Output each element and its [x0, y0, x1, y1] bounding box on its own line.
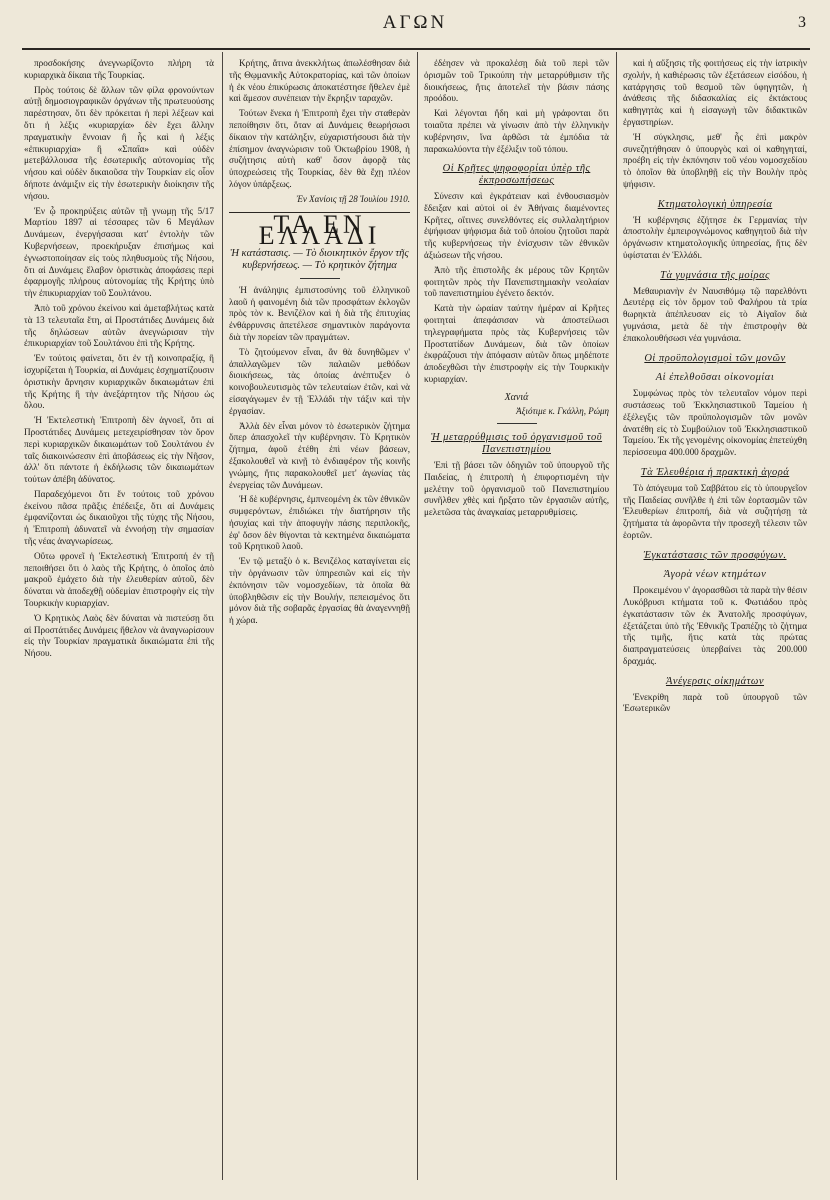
article-paragraph: καὶ ἡ αὔξησις τῆς φοιτήσεως εἰς τὴν ἰατρικὴν σχολήν, ἡ καθιέρωσις τῶν ἐξετάσεων εἰσόδου, ἡ κατάργησις τοῦ θεσμοῦ τῶν ὑφηγητῶν, ἡ ἀνάθεσις τῆς διδασκαλίας εἰς ἐκτάκτους καθηγητὰς καὶ ἡ εἰσαγωγὴ τῶν διδακτικῶν ἐργαστηρίων.: [623, 58, 807, 127]
section-subtitle: Ἡ κατάστασις. — Τὸ διοικητικὸν ἔργον τῆς κυβερνήσεως. — Τὸ κρητικὸν ζήτημα: [230, 248, 409, 271]
article-paragraph: Μεθαυριανὴν ἐν Ναυσιθόμῳ τῷ παρελθόντι Δευτέρᾳ εἰς τὸν ὅρμον τοῦ Φαλήρου τὰ τρία θωρηκτὰ ἀπέπλευσαν εἰς τὸ Αἰγαῖον διὰ γυμνάσια, μετὰ δὲ τὴν ἐπιστροφὴν θὰ ἐπακολουθήσωσι νέα γυμνάσια.: [623, 285, 807, 343]
article-paragraph: Ἐνεκρίθη παρὰ τοῦ ὑπουργοῦ τῶν Ἐσωτερικῶν: [623, 691, 807, 714]
header-rule: [22, 48, 810, 50]
article-heading: Ἀνέγερσις οἰκημάτων: [665, 675, 765, 687]
article-dateline: Χανιά: [504, 391, 529, 403]
article-paragraph: Οὕτω φρονεῖ ἡ Ἐκτελεστικὴ Ἐπιτροπή ἐν τῇ πεποιθήσει ὅτι ὁ λαὸς τῆς Κρήτης, ὁ ὁποῖος ἀπὸ μακροῦ ἐμάχετο διὰ τὴν ἐλευθερίαν αὐτοῦ, δὲν δύναται νὰ ἀποδεχθῇ οὐδεμίαν ἐπιστροφὴν εἰς τὴν Τουρκικὴν κυριαρχίαν.: [24, 550, 214, 609]
short-rule: [300, 278, 340, 279]
article-subheading: Ἀγορὰ νέων κτημάτων: [663, 569, 767, 581]
article-paragraph: Πρὸς τούτοις δὲ ἄλλων τῶν φίλα φρονούντων αὐτῇ δημοσιογραφικῶν ὀργάνων τῆς πρωτευούσης παρέστησαν, ὅτι δὲν πρόκειται ἡ περὶ λέξεων καὶ ὅτι ἡ λέξις «κυριαρχία» δὲν ἔχει ἄλλην πραγματικὴν ἔννοιαν ἢ ἧς καὶ ἡ λέξις «ἐπικυριαρχία» ἢ «Σπαΐα» καὶ οὐδὲν μετεβάλλουσα τῆς ἐσωτερικῆς αὐτονομίας τῆς νήσου καὶ οὐδὲν δικαιοῦσα τὴν Τουρκίαν εἰς οἷον δήποτε ἀνάμιξιν εἰς τὴν ἐσωτερικὴν διοίκησιν τῆς νήσου.: [24, 84, 214, 201]
article-paragraph: Ἡ κυβέρνησις ἐζήτησε ἐκ Γερμανίας τὴν ἀποστολὴν ἐμπειρογνώμονος καθηγητοῦ διὰ τὴν ὀργάνωσιν κτηματολογικῆς ὑπηρεσίας, ἥτις δὲν ὑφίσταται ἐν Ἑλλάδι.: [623, 214, 807, 260]
article-paragraph: Συμφώνως πρὸς τὸν τελευταῖον νόμον περὶ συστάσεως τοῦ Ἐκκλησιαστικοῦ Ταμείου ἡ ἐξέλεγξις τῶν προϋπολογισμῶν τῶν μονῶν ἀνατέθη εἰς τὸ Συμβούλιον τοῦ Ἐκκλησιαστικοῦ Ταμείου. Ἐκ τῆς γενομένης οἰκονομίας ἐπετεύχθη περίσσευμα 400.000 δραχμῶν.: [623, 388, 807, 458]
short-rule: [497, 423, 537, 424]
column-2: [229, 58, 410, 1178]
column-divider: [417, 52, 418, 1180]
article-heading: Κτηματολογικὴ ὑπηρεσία: [657, 198, 773, 210]
article-paragraph: Ἐν τῷ μεταξὺ ὁ κ. Βενιζέλος καταγίνεται εἰς τὴν ὀργάνωσιν τῶν ὑπηρεσιῶν καὶ εἰς τὴν ἐκπόνησιν τῶν νομοσχεδίων, τὰ ὁποῖα θὰ ὑποβληθῶσιν εἰς τὴν Βουλήν, πεπεισμένος ὅτι μόνον διὰ τῆς σοβαρᾶς ἐργασίας θὰ ἀναγεννηθῇ ἡ χώρα.: [229, 556, 410, 626]
article-signature: Ἀξιότιμε κ. Γκάλλη, Ρώμη: [516, 405, 609, 416]
page-number: 3: [798, 14, 806, 31]
article-paragraph: Ὁ Κρητικὸς Λαὸς δὲν δύναται νὰ πιστεύσῃ ὅτι αἱ Προστάτιδες Δυνάμεις ἤθελον νὰ ἀναγνωρίσουν εἰς τὴν Τουρκίαν πραγματικὰ δικαιώματα ἐπὶ τῆς Νήσου.: [24, 612, 214, 659]
article-heading: Ἐγκατάστασις τῶν προσφύγων.: [643, 549, 787, 561]
article-paragraph: Κρήτης, ἅτινα ἀνεκκλήτως ἀπωλέσθησαν διὰ τῆς Θῳμανικῆς Αὐτοκρατορίας, καὶ τῶν ὁποίων ἡ ἐκ νέου ἐπικύρωσις ἀποκατέστησε ἤθελεν ἐμὲ καὶ ἄμεσον συνέπειαν τὴν ἔκρηξιν ταραχῶν.: [229, 58, 410, 104]
article-paragraph: Ἡ δὲ κυβέρνησις, ἐμπνεομένη ἐκ τῶν ἐθνικῶν συμφερόντων, ἐπιδιώκει τὴν διατήρησιν τῆς ἡσυχίας καὶ τὴν ἀποφυγὴν πάσης περιπλοκῆς, ἐφ' ὅσον δὲν θίγονται τὰ κεκτημένα δικαιώματα τοῦ Κρητικοῦ λαοῦ.: [229, 494, 410, 552]
article-paragraph: Σύνεσιν καὶ ἐγκράτειαν καὶ ἐνθουσιασμὸν ἔδειξαν καὶ αὐτοὶ οἱ ἐν Ἀθήναις διαμένοντες Κρῆτες, οἵτινες συνελθόντες εἰς συλλαλητήριον ἐψήφισαν ψήφισμα διὰ τοῦ ὁποίου ζητοῦσι παρὰ τῆς κυβερνήσεως τὴν ἐνίσχυσιν τῶν ἐθνικῶν ἀξιώσεων τῆς νήσου.: [424, 190, 609, 260]
article-heading: Τὰ γυμνάσια τῆς μοίρας: [660, 269, 770, 281]
article-paragraph: Τούτων ἕνεκα ἡ Ἐπιτροπὴ ἔχει τὴν σταθερὰν πεποίθησιν ὅτι, ὅταν αἱ Δυνάμεις θεωρήσωσι δίκαιον τὴν κατάληξιν, εὐχαριστήσουσι διὰ τὴν ἐπίσημον ἀναγνώρισιν τοῦ Ὀκτωβρίου 1908, ἡ συζήτησις αὐτὴ καθ' ὅσον ἀφορᾷ τὰς ὑποχρεώσεις τῆς Τουρκίας, δὲν θὰ ἔχῃ πλέον λόγον ὑπάρξεως.: [229, 108, 410, 189]
article-paragraph: Ἡ σύγκλησις, μεθ' ἧς ἐπὶ μακρὸν συνεζητήθησαν ὁ ὑπουργὸς καὶ οἱ καθηγηταί, προέβη εἰς τὴν ἐκπόνησιν τοῦ νέου νομοσχεδίου τὸ ὁποῖον θὰ ὑποβληθῇ εἰς τὴν Βουλὴν πρὸς ψήφισιν.: [623, 131, 807, 189]
article-paragraph: Ἐπὶ τῇ βάσει τῶν ὁδηγιῶν τοῦ ὑπουργοῦ τῆς Παιδείας, ἡ ἐπιτροπὴ ἡ ἐπιφορτισμένη τὴν μελέτην τοῦ ὀργανισμοῦ τοῦ Πανεπιστημίου συνῆλθεν χθὲς καὶ ἤρξατο τῶν ἐργασιῶν αὐτῆς, μελετῶσα τὰς ἀναγκαίας μεταρρυθμίσεις.: [424, 459, 609, 518]
article-heading: Τὰ Ἐλευθέρια ἡ πρακτικὴ ἀγορά: [640, 466, 790, 478]
article-paragraph: Προκειμένου ν' ἀγορασθῶσι τὰ παρὰ τὴν θέσιν Λυκόβρυσι κτήματα τοῦ κ. Φωτιάδου πρὸς ἐγκατάστασιν τῶν ἐκ Ἀνατολῆς προσφύγων, ἐξετάζεται ὑπὸ τῆς Ἐθνικῆς Τραπέζης τὸ ζήτημα τῆς τιμῆς, ἥτις κατὰ τὰς πρώτας διαπραγματεύσεις ὑπερβαίνει τὰς 200.000 δραχμάς.: [623, 585, 807, 667]
article-paragraph: Ἡ ἀνάληψις ἐμπιστοσύνης τοῦ ἑλληνικοῦ λαοῦ ἡ φαινομένη διὰ τῶν προσφάτων ἐκλογῶν πρὸς τὸν κ. Βενιζέλον καὶ ἡ διὰ τῆς ἐπιτυχίας ἐνθάρρυνσις ἀπετέλεσε σημαντικὸν παράγοντα διὰ τὴν πορείαν τῶν πραγμάτων.: [229, 284, 410, 342]
article-paragraph: Ἐν ᾧ προκηρύξεις αὐτῶν τῇ γνωμῃ τῆς 5/17 Μαρτίου 1897 αἱ τέσσαρες τῶν 6 Μεγάλων Δυνάμεων, ἐνεργήσασαι κατ' ἐντολὴν τῶν Κυβερνήσεων, προεκήρυξαν ἐπισήμως καὶ ἐγνωστοποίησαν εἰς τοὺς πληθυσμοὺς τῆς Νήσου, ὅτι αἱ Δυνάμεις ἔλαβον ὁριστικὰς ἀποφάσεις περὶ ἐφαρμογῆς πλήρους αὐτονομίας τῆς Κρήτης ὑπὸ τὴν ἐπικυριαρχίαν τοῦ Σουλτάνου.: [24, 205, 214, 299]
article-heading: Ἡ μεταρρύθμισις τοῦ ὀργανισμοῦ τοῦ Πανεπιστημίου: [430, 432, 603, 456]
column-1: [24, 58, 214, 1178]
section-title: ΤΑ ΕΝ ΕΛΛΑΔΙ: [258, 209, 381, 251]
article-heading: Οἱ προϋπολογισμοὶ τῶν μονῶν: [644, 352, 786, 364]
article-paragraph: Ἀλλὰ δὲν εἶναι μόνον τὸ ἐσωτερικὸν ζήτημα ὅπερ ἀπασχολεῖ τὴν κυβέρνησιν. Τὸ Κρητικὸν ζήτημα, ἀφοῦ ἐτέθη ἐπὶ νέων βάσεων, ἐξακολουθεῖ νὰ κινῇ τὸ ἐνδιαφέρον τῆς κοινῆς γνώμης, ἥτις παρακολουθεῖ μετ' ἀγωνίας τὰς ἐνεργείας τῶν Δυνάμεων.: [229, 420, 410, 490]
article-paragraph: Ἐν τούτοις φαίνεται, ὅτι ἐν τῇ κοινοπραξίᾳ, ἢ ἰσχυρίζεται ἡ Τουρκία, αἱ Δυνάμεις ἐσχηματίζουσιν ὁριστικὴν ἄρνησιν κυριαρχικῶν δικαιωμάτων ἐπὶ τῆς Κρήτης ἢ τὴν ἀνεξάρτητον τῆς Νήσου ὡς ὅλου.: [24, 353, 214, 411]
article-paragraph: Τὸ ἀπόγευμα τοῦ Σαββάτου εἰς τὸ ὑπουργεῖον τῆς Παιδείας συνῆλθε ἡ ἐπὶ τῶν ἐορτασμῶν τῶν Ἐλευθερίων ἐπιτροπή, διὰ νὰ συζητήσῃ τὰ ζητήματα τὰ ἀφορῶντα τὴν προσεχῆ τέλεσιν τῶν ἑορτῶν.: [623, 482, 807, 540]
page-header: [0, 0, 830, 42]
article-paragraph: Ἀπὸ τῆς ἐπιστολῆς ἐκ μέρους τῶν Κρητῶν φοιτητῶν πρὸς τὴν Πανεπιστημιακὴν νεολαίαν τοῦ πανεπιστημίου ἐγένετο δεκτόν.: [424, 264, 609, 299]
column-divider: [222, 52, 223, 1180]
article-paragraph: προσδοκήσης ἀνεγνωρίζοντο πλήρη τὰ κυριαρχικὰ δίκαια τῆς Τουρκίας.: [24, 58, 214, 80]
article-paragraph: Ἡ Ἐκτελεστικὴ Ἐπιτροπὴ δὲν ἀγνοεῖ, ὅτι αἱ Προστάτιδες Δυνάμεις μετεχειρίσθησαν τὸν ὅρον περὶ κυριαρχικῶν δικαιωμάτων τοῦ Σουλτάνου ἐν ταῖς διακοινώσεσιν ἐπὶ ἀποβάσεως εἰς τὴν Νῆσον, ἀλλ' ὅτι πάντοτε ἡ ἐκδήλωσις τῶν δικαιωμάτων τούτων ἀπέβη ἀδύνατος.: [24, 415, 214, 485]
article-paragraph: Κατὰ τὴν ὡραίαν ταύτην ἡμέραν αἱ Κρῆτες φοιτηταὶ ἀπεφάσισαν νὰ ἀποστείλωσι τηλεγραφήματα πρὸς τὰς Κυβερνήσεις τῶν Προστατίδων Δυνάμεων, διὰ τῶν ὁποίων ἐκφράζουσι τὴν ἀπόφασιν αὐτῶν ὅπως μηδέποτε ἀποδεχθῶσι τὴν ἐπιστροφὴν εἰς τὴν Τουρκικὴν κυριαρχίαν.: [424, 303, 609, 384]
masthead-title: ΑΓΩΝ: [382, 12, 448, 33]
column-4: [623, 58, 807, 1178]
article-paragraph: Παραδεχόμενοι ὅτι ἔν τούτοις τοῦ χρόνου ἐκείνου πᾶσα πρᾶξις ἐπέδειξε, ὅτι αἱ Δυνάμεις ἐμφανίζονται ὡς δικαιοῦχοι τῆς τύχης τῆς Νήσου, ἡ Ἐπιτροπὴ ἀδυνατεῖ νὰ ἐννοήσῃ τὴν σημασίαν τῆς νέας ἀναγνωρίσεως.: [24, 488, 214, 547]
article-paragraph: Ἀπὸ τοῦ χρόνου ἐκείνου καὶ ἀμεταβλήτως κατὰ τὰ 13 τελευταῖα ἔτη, αἱ Προστάτιδες Δυνάμεις διὰ τῆς δηλώσεων αὐτῶν ἀνεγνώρισαν τὴν ἐπικυριαρχίαν τοῦ Σουλτάνου ἐπὶ τῆς Κρήτης.: [24, 302, 214, 349]
article-paragraph: Καὶ λέγονται ἤδη καὶ μὴ γράφονται ὅτι τοιαῦτα πρέπει νὰ γίνωσιν ἀπὸ τὴν ἑλληνικὴν κυβέρνησιν, ἵνα ἀρθῶσι τὰ ἐμπόδια τὰ παρακωλύοντα τὴν ἐξέλιξιν τοῦ τόπου.: [424, 108, 609, 154]
column-divider: [616, 52, 617, 1180]
article-heading: Οἱ Κρῆτες ψηφοφορίαι ὑπὲρ τῆς ἐκπροσωπήσεως: [442, 163, 591, 187]
article-subheading: Αἱ ἐπελθοῦσαι οἰκονομίαι: [655, 372, 775, 384]
column-3: [424, 58, 609, 1178]
article-paragraph: Τὸ ζητούμενον εἶναι, ἂν θὰ δυνηθῶμεν ν' ἀπαλλαγῶμεν τῶν παλαιῶν μεθόδων διοικήσεως, τὰς ὁποίας ἀνέπτυξεν ὁ κοινοβουλευτισμὸς τῶν τελευταίων ἐτῶν, καὶ νὰ εἰσαγάγωμεν ἐν τῇ Ἑλλάδι τὴν τάξιν καὶ τὴν ἐργασίαν.: [229, 346, 410, 416]
article-dateline: Ἐν Χανίοις τῇ 28 Ἰουλίου 1910.: [296, 193, 410, 204]
article-paragraph: ἐδέησεν νὰ προκαλέσῃ διὰ τοῦ περὶ τῶν ὁρισμῶν τοῦ Τρικούπη τὴν μεταρρύθμισιν τῆς διοικήσεως, ἥτις ἀποτελεῖ τὴν βάσιν πάσης προόδου.: [424, 58, 609, 104]
